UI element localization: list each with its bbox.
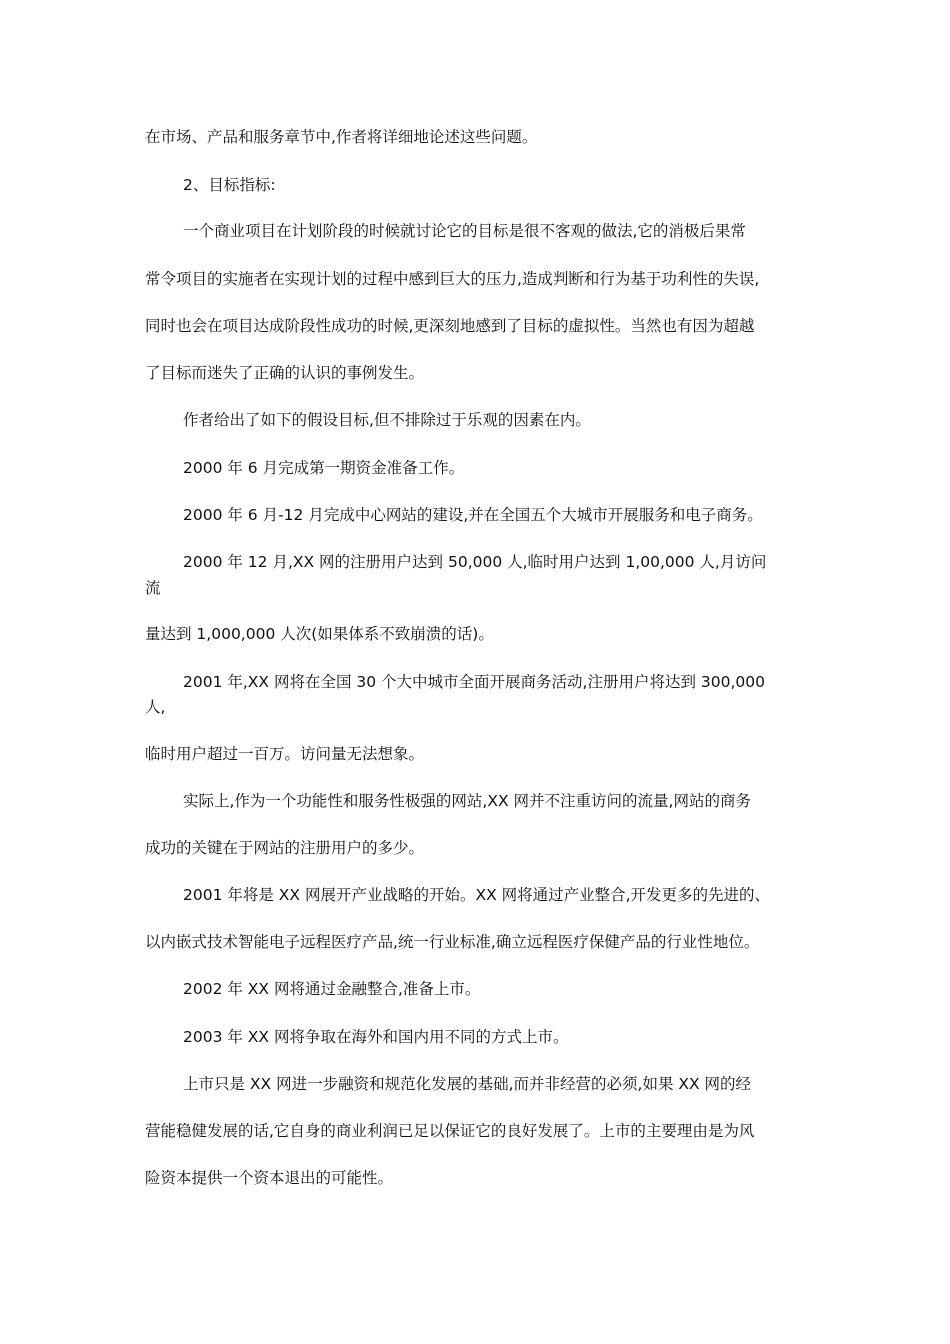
text-line-16: 实际上,作为一个功能性和服务性极强的网站,XX 网并不注重访问的流量,网站的商务 (183, 792, 751, 810)
text-line-11: 流 (145, 579, 161, 597)
text-line-18: 2001 年将是 XX 网展开产业战略的开始。XX 网将通过产业整合,开发更多的先进的、 (183, 886, 771, 904)
text-line-20: 2002 年 XX 网将通过金融整合,准备上市。 (183, 980, 481, 998)
section-heading-target-metrics: 2、目标指标: (183, 176, 276, 194)
text-line-17: 成功的关键在于网站的注册用户的多少。 (145, 839, 425, 857)
text-line-5: 同时也会在项目达成阶段性成功的时候,更深刻地感到了目标的虚拟性。当然也有因为超越 (145, 317, 755, 335)
text-line-22: 上市只是 XX 网进一步融资和规范化发展的基础,而并非经营的必须,如果 XX 网的经 (183, 1075, 752, 1093)
text-line-10: 2000 年 12 月,XX 网的注册用户达到 50,000 人,临时用户达到 1,00,000 人,月访问 (183, 553, 767, 571)
text-line-8: 2000 年 6 月完成第一期资金准备工作。 (183, 459, 465, 477)
text-line-19: 以内嵌式技术智能电子远程医疗产品,统一行业标准,确立远程医疗保健产品的行业性地位。 (145, 933, 760, 951)
text-line-21: 2003 年 XX 网将争取在海外和国内用不同的方式上市。 (183, 1028, 569, 1046)
text-line-3: 一个商业项目在计划阶段的时候就讨论它的目标是很不客观的做法,它的消极后果常 (183, 222, 746, 240)
text-line-7: 作者给出了如下的假设目标,但不排除过于乐观的因素在内。 (183, 411, 591, 429)
text-line-4: 常令项目的实施者在实现计划的过程中感到巨大的压力,造成判断和行为基于功利性的失误, (145, 270, 760, 288)
text-line-24: 险资本提供一个资本退出的可能性。 (145, 1169, 394, 1187)
text-line-23: 营能稳健发展的话,它自身的商业利润已足以保证它的良好发展了。上市的主要理由是为风 (145, 1122, 755, 1140)
text-line-15: 临时用户超过一百万。访问量无法想象。 (145, 745, 425, 763)
text-line-9: 2000 年 6 月-12 月完成中心网站的建设,并在全国五个大城市开展服务和电子商务。 (183, 506, 763, 524)
text-line-1: 在市场、产品和服务章节中,作者将详细地论述这些问题。 (145, 128, 538, 146)
text-line-6: 了目标而迷失了正确的认识的事例发生。 (145, 364, 425, 382)
text-line-12: 量达到 1,000,000 人次(如果体系不致崩溃的话)。 (145, 625, 494, 643)
text-line-14: 人, (145, 698, 166, 716)
text-line-13: 2001 年,XX 网将在全国 30 个大中城市全面开展商务活动,注册用户将达到 300,000 (183, 673, 765, 691)
